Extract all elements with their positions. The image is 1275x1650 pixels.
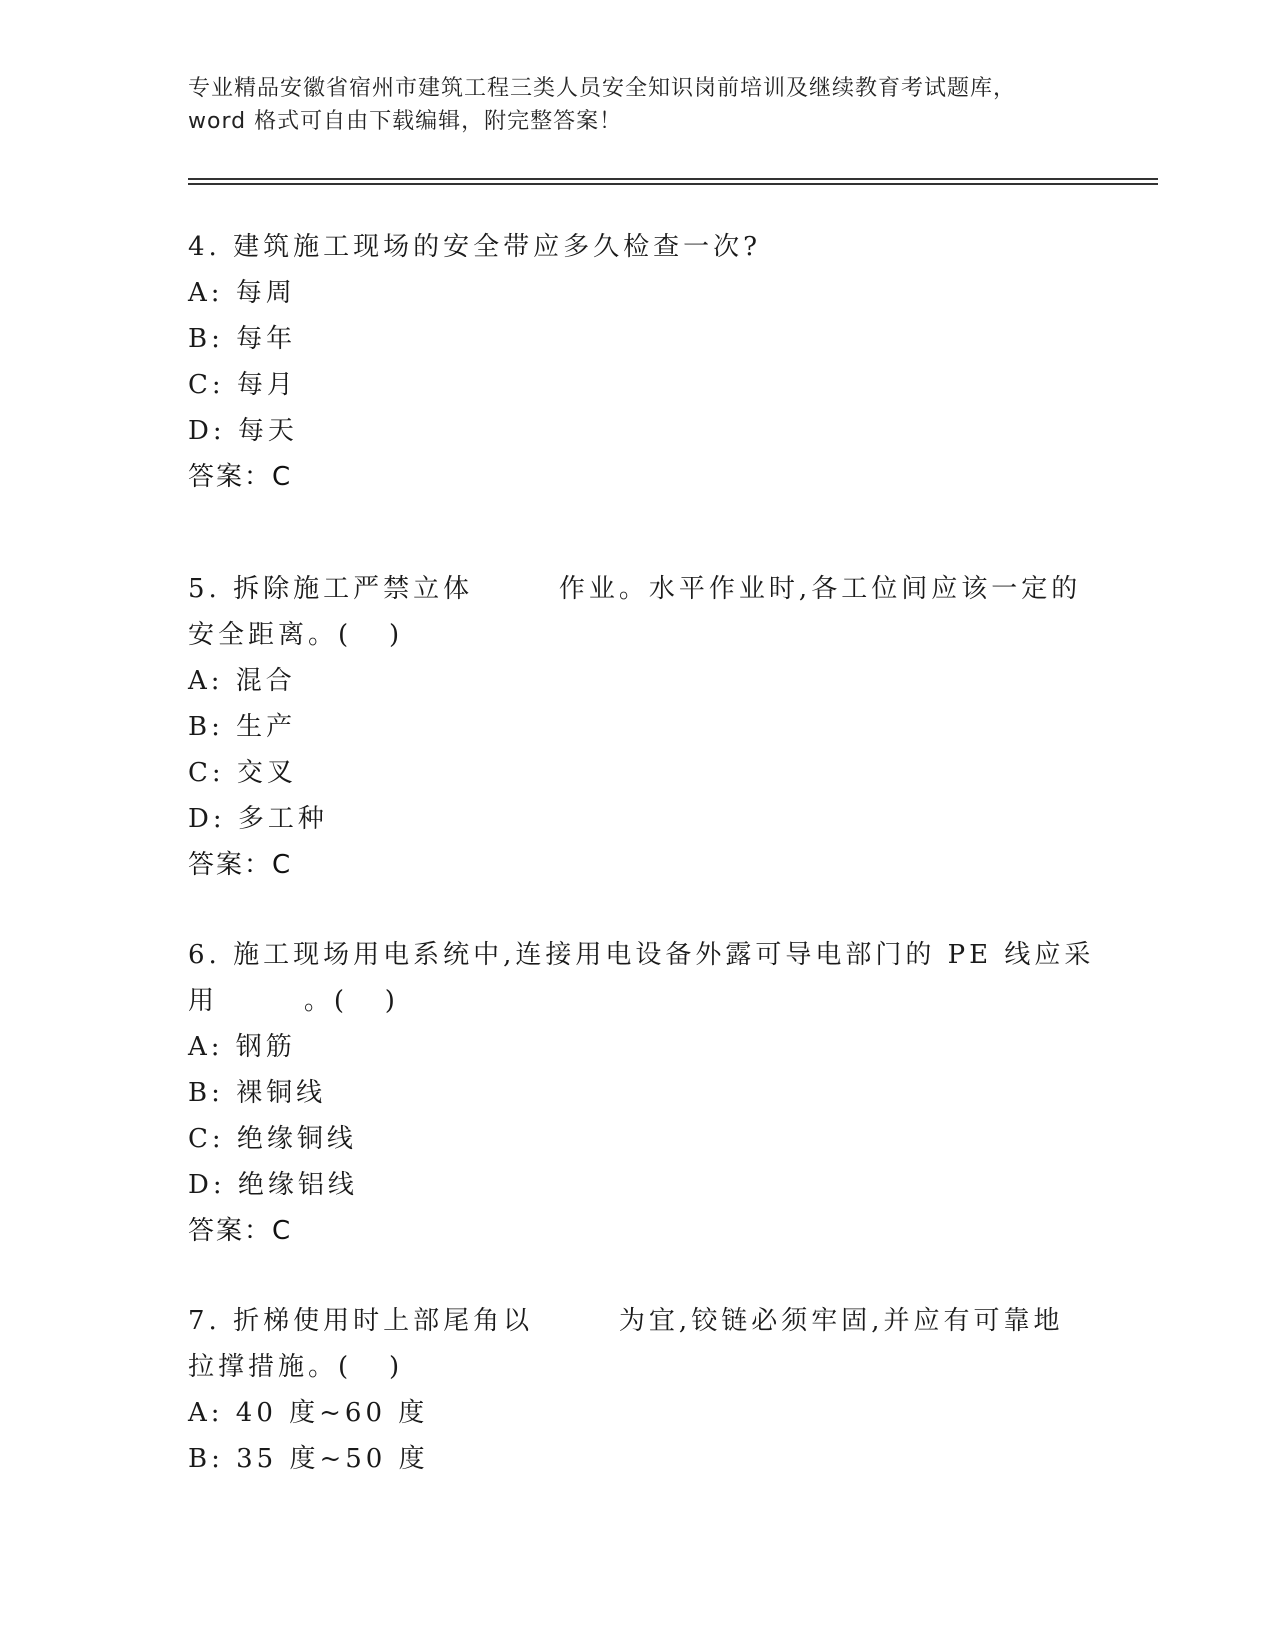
header-divider-top bbox=[188, 178, 1158, 180]
question-4 bbox=[188, 224, 1108, 500]
question-7 bbox=[188, 1298, 1108, 1482]
header-line-2: word 格式可自由下载编辑，附完整答案！ bbox=[188, 109, 623, 134]
option-d: D: 多工种 bbox=[188, 804, 328, 834]
option-d: D: 绝缘铝线 bbox=[188, 1170, 358, 1200]
question-text: 4. 建筑施工现场的安全带应多久检查一次? bbox=[188, 232, 762, 262]
option-c: C: 交叉 bbox=[188, 758, 297, 788]
header-line-1: 专业精品安徽省宿州市建筑工程三类人员安全知识岗前培训及继续教育考试题库， bbox=[188, 76, 1017, 101]
answer: 答案：C bbox=[188, 1216, 293, 1246]
option-c: C: 每月 bbox=[188, 370, 297, 400]
answer: 答案：C bbox=[188, 462, 293, 492]
option-d: D: 每天 bbox=[188, 416, 298, 446]
option-b: B: 生产 bbox=[188, 712, 297, 742]
option-b: B: 裸铜线 bbox=[188, 1078, 327, 1108]
option-a: A: 每周 bbox=[188, 278, 296, 308]
option-c: C: 绝缘铜线 bbox=[188, 1124, 357, 1154]
question-5 bbox=[188, 566, 1108, 888]
question-6 bbox=[188, 932, 1108, 1254]
option-b: B: 35 度~50 度 bbox=[188, 1444, 429, 1474]
option-b: B: 每年 bbox=[188, 324, 297, 354]
answer: 答案：C bbox=[188, 850, 293, 880]
option-a: A: 钢筋 bbox=[188, 1032, 296, 1062]
question-text: 7. 折梯使用时上部尾角以 为宜,铰链必须牢固,并应有可靠地 bbox=[188, 1306, 1064, 1336]
question-text-continued: 安全距离。( ) bbox=[188, 620, 404, 650]
question-text: 5. 拆除施工严禁立体 作业。水平作业时,各工位间应该一定的 bbox=[188, 574, 1082, 604]
header-divider-bottom bbox=[188, 183, 1158, 185]
document-header bbox=[188, 72, 1088, 138]
option-a: A: 混合 bbox=[188, 666, 296, 696]
question-text-continued: 用 。( ) bbox=[188, 986, 399, 1016]
question-text-continued: 拉撑措施。( ) bbox=[188, 1352, 404, 1382]
option-a: A: 40 度~60 度 bbox=[188, 1398, 429, 1428]
question-text: 6. 施工现场用电系统中,连接用电设备外露可导电部门的 PE 线应采 bbox=[188, 940, 1095, 970]
